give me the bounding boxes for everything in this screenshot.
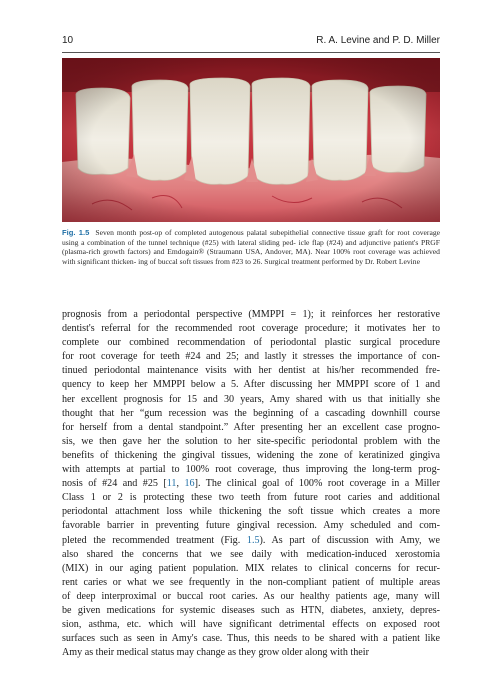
body-paragraph	[62, 308, 440, 660]
body-line: quency to keep her MMPPI below a 5. After discussing her MMPPI score of 1 and	[62, 379, 440, 391]
figure-caption	[62, 228, 440, 266]
body-line: (MIX) in our aging patient population. MIX relates to clinical concerns for recur-	[62, 562, 440, 574]
body-text-segment: ]. The clinical goal of 100% root coverage in a Miller	[194, 478, 440, 490]
body-text-segment: ). As part of discussion with Amy, we	[259, 534, 440, 546]
body-line: sion, asthma, etc. which will have significant detrimental effects on exposed root	[62, 619, 440, 631]
running-head	[62, 35, 440, 49]
caption-line: icle flap (#24) and adjunctive patient's PRGF (plasma-rich growth factors) and Emdogain®	[62, 237, 440, 257]
body-line: complete our combined recommendation of periodontal plastic surgical procedure	[62, 337, 440, 349]
body-line: surfaces such as seen in Amy's case. Thus, this needs to be shared with a patient like	[62, 633, 440, 645]
reference-link-11[interactable]: 11	[166, 478, 177, 490]
body-text-segment: nosis of #24 and #25 [	[62, 478, 167, 490]
teeth-photo-illustration	[62, 58, 440, 222]
body-line: prognosis from a periodontal perspective (MMPPI = 1); it reinforces her restorative	[62, 309, 440, 320]
header-rule	[62, 52, 440, 53]
body-line: tinued periodontal maintenance visits with her dentist at his/her recommended fre-	[62, 365, 440, 377]
body-line: sis, we then gave her the solution to her site-specific periodontal problem with the	[62, 435, 440, 447]
body-line: for herself from a dental standpoint.” After presenting her an excellent case progno-	[62, 421, 440, 433]
body-line: periodontal attachment loss while thickening the soft tissue which creates a more	[62, 506, 440, 518]
figure-photo	[62, 58, 440, 222]
body-line: favorable barrier in preventing future gingival recession. Amy scheduled and com-	[62, 520, 440, 532]
body-line: of deep interproximal or buccal root caries. As our healthy patients age, many will	[62, 590, 440, 602]
body-line: with attempts at partial to 100% root coverage, thus improving the long-term prog-	[62, 464, 440, 476]
running-head-authors: R. A. Levine and P. D. Miller	[316, 35, 440, 46]
body-line: thought that her “gum recession was the beginning of a cascading downhill course	[62, 407, 440, 419]
body-line: Amy as their medical status may change as they grow older along with their	[62, 647, 369, 659]
page-number: 10	[62, 35, 74, 46]
reference-link-16[interactable]: 16	[184, 478, 195, 490]
body-text-segment: pleted the recommended treatment (Fig.	[62, 534, 247, 546]
figure-label: Fig. 1.5	[62, 228, 90, 237]
caption-line: (Straumann USA, Andover, MA). Near 100% root coverage was achieved with significant thicken-	[62, 247, 440, 266]
caption-line: graft for root coverage using a combination of the tunnel technique (#25) with lateral sliding ped-	[62, 228, 440, 247]
caption-line: Seven month post-op of completed autogenous palatal subepithelial connective tissue	[95, 228, 366, 237]
body-line: be given medications for systemic diseases such as HTN, diabetes, anxiety, depres-	[62, 604, 440, 616]
body-line	[62, 534, 440, 548]
body-line	[62, 477, 440, 491]
reference-separator: ,	[176, 478, 185, 490]
body-line: also shared the concerns that we see daily with medication-induced xerostomia	[62, 548, 440, 560]
body-line: dentist's referral for the recommended root coverage procedure; it motivates her to	[62, 323, 440, 335]
body-line: her excellent prognosis for 15 and 30 years, Amy shared with us that initially she	[62, 393, 440, 405]
body-line: for root coverage for teeth #24 and 25; and lastly it stresses the importance of con-	[62, 351, 440, 363]
body-line: benefits of thickening the gingival tissues, widening the zone of keratinized gingiva	[62, 449, 440, 461]
figure-reference-link[interactable]: 1.5	[246, 534, 260, 546]
body-line: Class 1 or 2 is protecting these two teeth from future root caries and additional	[62, 492, 440, 504]
body-line: rent caries or what we see frequently in the non-compliant patient of multiple areas	[62, 576, 440, 588]
caption-line: ing of buccal soft tissues from #23 to 26. Surgical treatment performed by Dr. Robert Levine	[138, 256, 420, 266]
